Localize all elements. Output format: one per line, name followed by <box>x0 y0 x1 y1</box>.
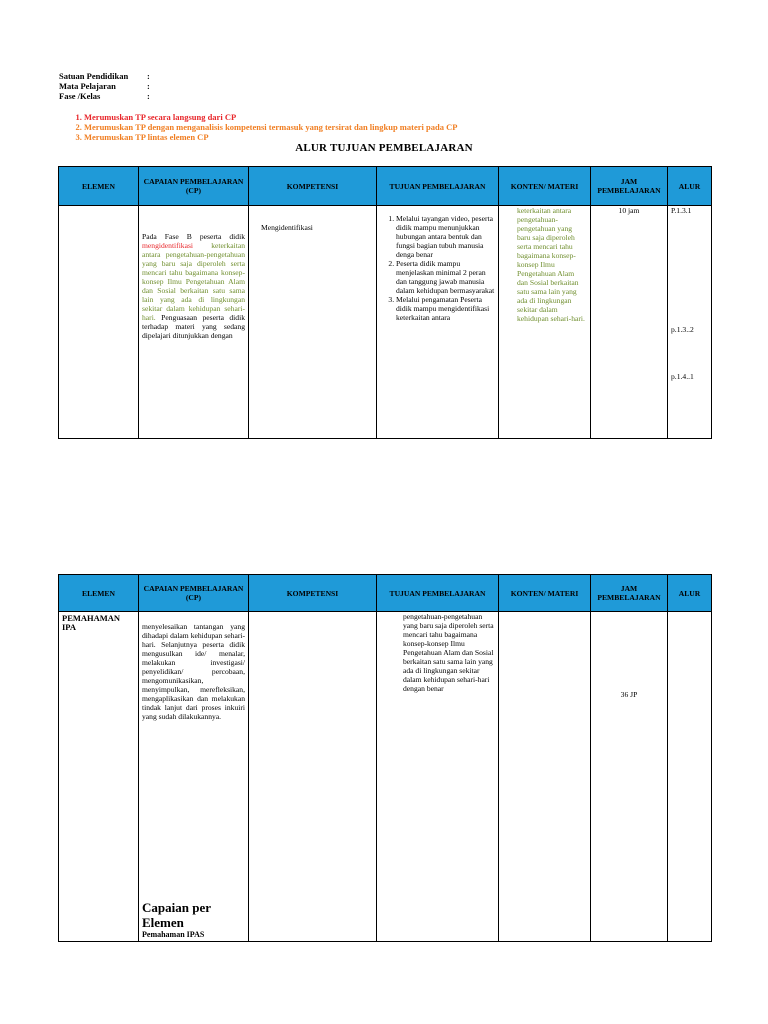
header-elemen: ELEMEN <box>59 167 139 206</box>
kompetensi-text: Mengidentifikasi <box>261 223 313 232</box>
meta-separator: : <box>147 81 150 91</box>
cell-tujuan: pengetahuan-pengetahuan yang baru saja diperoleh serta mencari tahu bagaimana konsep-konsep Ilmu Pengetahuan Alam dan Sosial berkaitan satu sama lain yang ada di lingkungan sekitar dalam kehidupan sehari-hari dengan benar <box>377 612 499 942</box>
cell-konten: keterkaitan antara pengetahuan-pengetahuan yang baru saja diperoleh serta mencari tahu bagaimana konsep- konsep Ilmu Pengetahuan Alam dan Sosial berkaitan satu sama lain yang ada di lingkungan sekitar dalam kehidupan sehari-hari. <box>499 206 591 439</box>
meta-row <box>59 71 150 81</box>
cp-text-highlight: mengidentifikasi <box>142 241 194 250</box>
header-elemen: ELEMEN <box>59 575 139 612</box>
table-header-row <box>59 575 712 612</box>
table-row <box>59 206 712 439</box>
cell-konten <box>499 612 591 942</box>
header-kompetensi: KOMPETENSI <box>249 575 377 612</box>
document-title: ALUR TUJUAN PEMBELAJARAN <box>295 142 473 154</box>
cell-kompetensi <box>249 612 377 942</box>
meta-row <box>59 81 150 91</box>
instruction-item: 1. Merumuskan TP secara langsung dari CP <box>84 112 457 122</box>
header-jam: JAM PEMBELAJARAN <box>591 167 668 206</box>
cp-text-plain: menyelesaikan tantangan yang dihadapi dalam kehidupan sehari-hari. Selanjutnya peserta didik mengusulkan ide/ menalar, melakukan investigasi/ penyelidikan/ percobaan, mengomunikasikan, menyimpulkan, merefleksikan, mengaplikasikan dan melakukan tindak lanjut dari proses inkuiri yang sudah dilakukannya. <box>142 622 245 721</box>
meta-separator: : <box>147 91 150 101</box>
table-header-row <box>59 167 712 206</box>
header-alur: ALUR <box>668 167 712 206</box>
cell-jam: 10 jam <box>591 206 668 439</box>
meta-row <box>59 91 150 101</box>
alur-table-2 <box>58 574 712 942</box>
cell-jam: 36 JP <box>591 612 668 942</box>
cell-kompetensi <box>249 206 377 439</box>
tujuan-item: 1. Melalui tayangan video, peserta didik mampu menunjukkan hubungan antara bentuk dan fungsi bagian tubuh manusia denga benar <box>396 214 495 259</box>
header-tujuan: TUJUAN PEMBELAJARAN <box>377 167 499 206</box>
cp-text-plain: Pada Fase B peserta didik <box>142 232 245 241</box>
cp-text-plain: Penguasaan peserta didik terhadap materi yang sedang dipelajari ditunjukkan dengan <box>142 313 245 340</box>
header-tujuan: TUJUAN PEMBELAJARAN <box>377 575 499 612</box>
cpe-title: Capaian per Elemen <box>142 900 211 930</box>
alur-table-1 <box>58 166 712 439</box>
document-meta <box>59 71 150 101</box>
header-konten: KONTEN/ MATERI <box>499 167 591 206</box>
header-capaian: CAPAIAN PEMBELAJARAN (CP) <box>139 167 249 206</box>
table-row <box>59 612 712 942</box>
meta-label: Mata Pelajaran <box>59 81 116 91</box>
cpe-block <box>142 898 246 939</box>
cell-elemen: PEMAHAMAN IPA <box>59 612 139 942</box>
instruction-list <box>70 112 457 142</box>
instruction-item: 3. Merumuskan TP lintas elemen CP <box>84 132 457 142</box>
meta-label: Satuan Pendidikan <box>59 71 129 81</box>
header-capaian: CAPAIAN PEMBELAJARAN (CP) <box>139 575 249 612</box>
header-kompetensi: KOMPETENSI <box>249 167 377 206</box>
header-jam: JAM PEMBELAJARAN <box>591 575 668 612</box>
cell-capaian <box>139 206 249 439</box>
header-alur: ALUR <box>668 575 712 612</box>
meta-separator: : <box>147 71 150 81</box>
tujuan-item: 3. Melalui pengamatan Peserta didik mampu mengidentifikasi keterkaitan antara <box>396 295 495 322</box>
instruction-item: 2. Merumuskan TP dengan menganalisis kompetensi termasuk yang tersirat dan lingkup materi pada CP <box>84 122 457 132</box>
cell-capaian <box>139 612 249 942</box>
header-konten: KONTEN/ MATERI <box>499 575 591 612</box>
cpe-subtitle: Pemahaman IPAS <box>142 930 205 939</box>
tujuan-list <box>380 214 495 322</box>
alur-code: p.1.3..2 <box>671 325 694 334</box>
cell-alur <box>668 612 712 942</box>
alur-code: P.1.3.1 <box>671 206 692 215</box>
alur-code: p.1.4..1 <box>671 372 694 381</box>
meta-label: Fase /Kelas <box>59 91 101 101</box>
cell-alur <box>668 206 712 439</box>
cell-elemen <box>59 206 139 439</box>
cp-text-green: keterkaitan antara pengetahuan-pengetahuan yang baru saja diperoleh serta mencari tahu bagaimana konsep- konsep Ilmu Pengetahuan Alam dan Sosial berkaitan satu sama lain yang ada di lingkungan sekitar dalam kehidupan sehari-hari. <box>142 241 245 322</box>
cell-tujuan <box>377 206 499 439</box>
tujuan-item: 2. Peserta didik mampu menjelaskan minimal 2 peran dan tanggung jawab manusia dalam kehidupan bermasyarakat <box>396 259 495 295</box>
